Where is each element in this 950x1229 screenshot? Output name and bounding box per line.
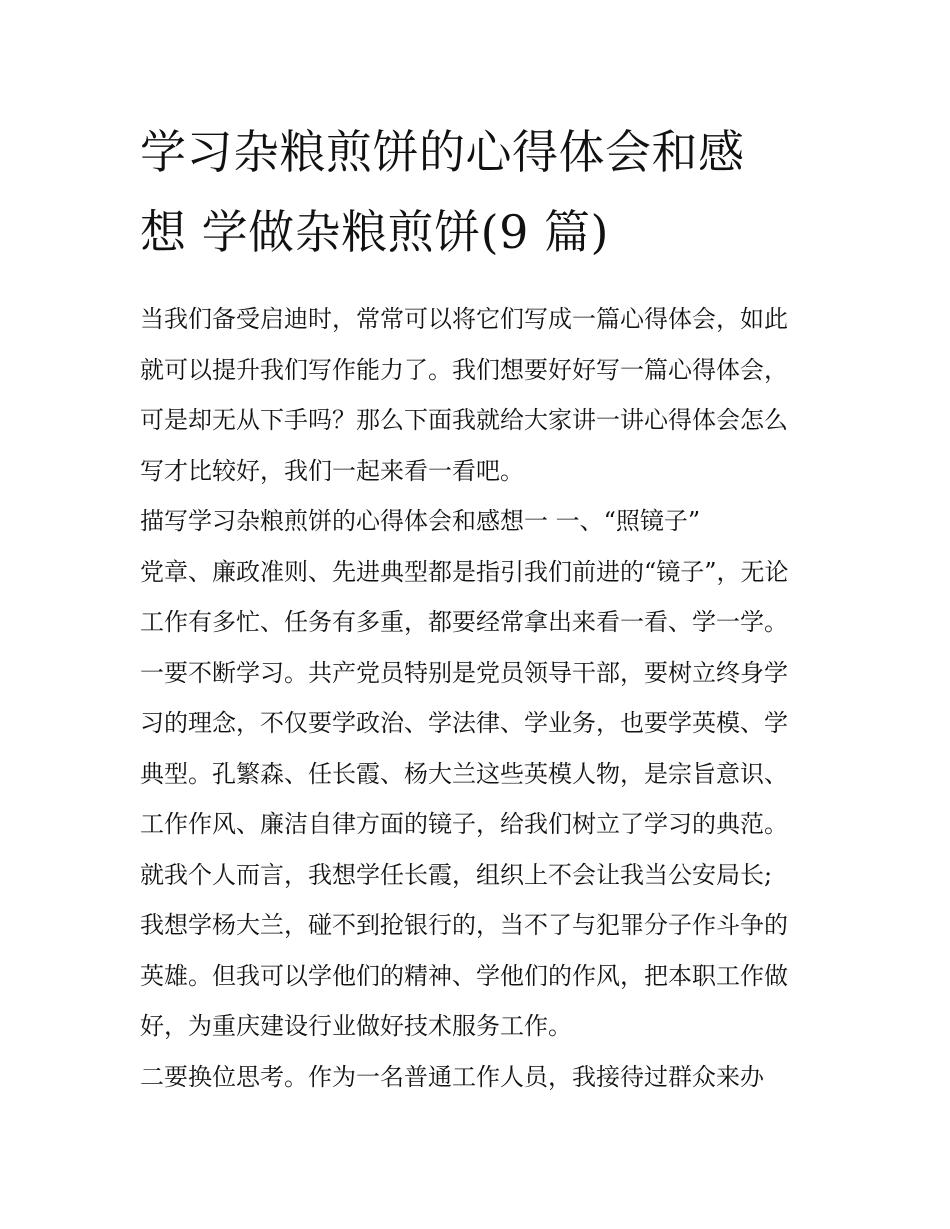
text-line: 好，为重庆建设行业做好技术服务工作。 (140, 1012, 572, 1040)
text-line: 工作作风、廉洁自律方面的镜子，给我们树立了学习的典范。 (140, 810, 788, 838)
text-line: 工作有多忙、任务有多重，都要经常拿出来看一看、学一学。 (140, 608, 788, 636)
text-line: 英雄。但我可以学他们的精神、学他们的作风，把本职工作做 (140, 961, 788, 990)
text-line: 二要换位思考。作为一名普通工作人员，我接待过群众来办 (140, 1062, 764, 1091)
text-line: 习的理念，不仅要学政治、学法律、学业务，也要学英模、学 (140, 709, 788, 737)
text-line: 写才比较好，我们一起来看一看吧。 (140, 456, 524, 485)
section-heading (140, 496, 820, 547)
document-content (140, 112, 820, 1102)
paragraph-empathy (140, 1052, 820, 1103)
text-line: 就我个人而言，我想学任长霞，组织上不会让我当公安局长; (140, 860, 773, 889)
paragraph-intro (140, 294, 820, 496)
title-line: 想 学做杂粮煎饼(9 篇) (140, 205, 609, 259)
document-title (140, 112, 820, 272)
title-line: 学习杂粮煎饼的心得体会和感 (140, 125, 745, 179)
text-line: 典型。孔繁森、任长霞、杨大兰这些英模人物，是宗旨意识、 (140, 759, 788, 788)
paragraph-study (140, 648, 820, 1052)
text-line: 可是却无从下手吗？那么下面我就给大家讲一讲心得体会怎么 (140, 406, 788, 434)
text-line: 就可以提升我们写作能力了。我们想要好好写一篇心得体会， (140, 355, 788, 384)
paragraph-mirror (140, 547, 820, 648)
text-line: 我想学杨大兰，碰不到抢银行的，当不了与犯罪分子作斗争的 (140, 911, 788, 939)
text-line: 一要不断学习。共产党员特别是党员领导干部，要树立终身学 (140, 658, 788, 687)
text-line: 描写学习杂粮煎饼的心得体会和感想一 一、“照镜子” (140, 507, 701, 535)
text-line: 党章、廉政准则、先进典型都是指引我们前进的“镜子”，无论 (140, 557, 789, 586)
text-line: 当我们备受启迪时，常常可以将它们写成一篇心得体会，如此 (140, 305, 788, 333)
